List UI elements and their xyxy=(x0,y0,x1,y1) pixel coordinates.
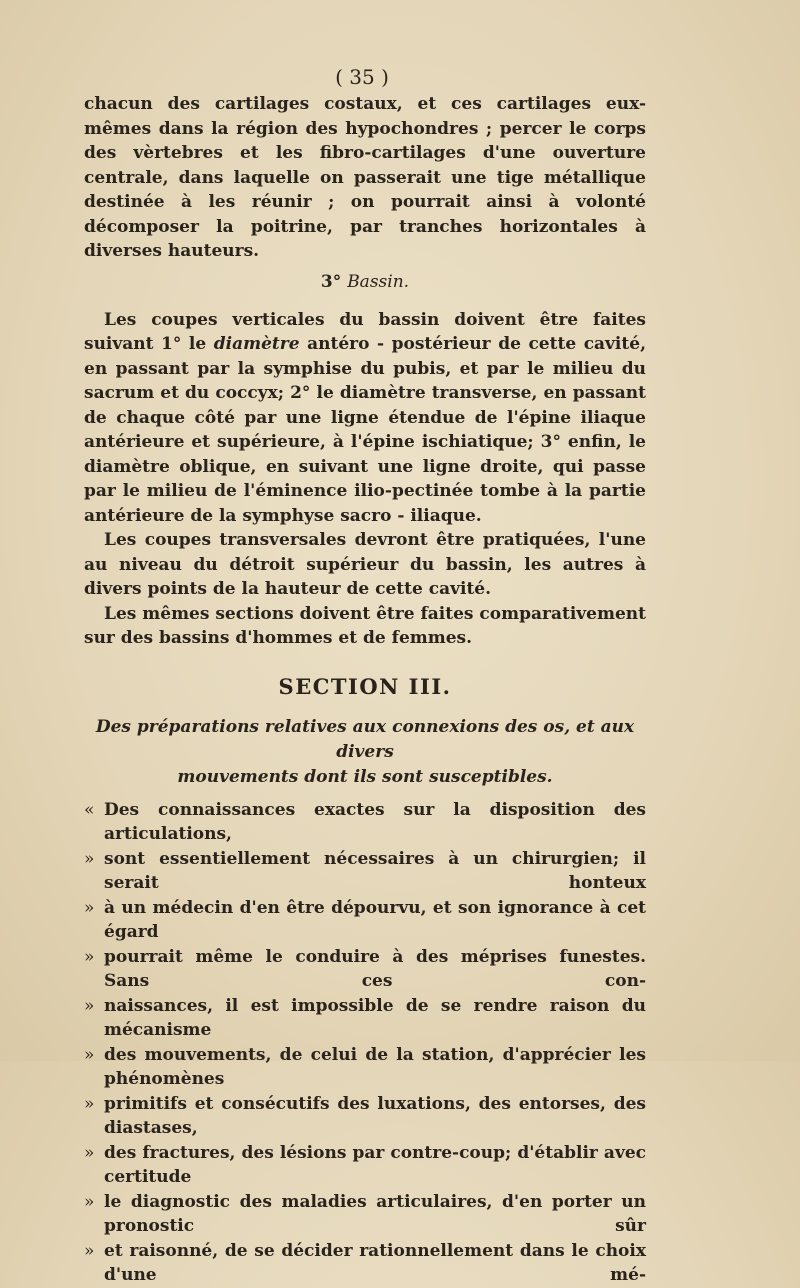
quote-line xyxy=(84,1043,646,1092)
quote-mark: » xyxy=(84,1191,95,1212)
quote-line xyxy=(84,945,646,994)
section-subtitle-line-1: Des préparations relatives aux connexions des os, et aux divers xyxy=(95,716,635,762)
open-quote-mark: « xyxy=(84,799,95,820)
subheading-bassin xyxy=(84,270,646,294)
quote-line xyxy=(84,994,646,1043)
quote-mark: » xyxy=(84,946,95,967)
quote-line-text: des mouvements, de celui de la station, d'apprécier les phénomènes xyxy=(104,1044,646,1089)
paragraph-thorax: chacun des cartilages costaux, et ces cartilages eux-mêmes dans la région des hypochondres ; percer le corps des vèrtebres et les fibro-cartilages d'une ouverture centrale, dans laquelle on passerait une tige métallique destinée à les réunir ; on pourrait ainsi à volonté décomposer la poitrine, par tranches horizontales à diverses hauteurs. xyxy=(84,94,646,261)
quote-mark: » xyxy=(84,995,95,1016)
para2-italic: diamètre xyxy=(213,334,300,354)
quote-line xyxy=(84,798,646,847)
paragraph-coupes-verticales xyxy=(84,308,646,529)
paragraph-memes-sections: Les mêmes sections doivent être faites comparativement sur des bassins d'hommes et de femmes. xyxy=(84,603,646,648)
quote-mark: » xyxy=(84,1044,95,1065)
quote-line-text: pourrait même le conduire à des méprises funestes. Sans ces con- xyxy=(104,946,646,991)
quote-line xyxy=(84,1190,646,1239)
quote-line-text: primitifs et consécutifs des luxations, des entorses, des diastases, xyxy=(104,1093,646,1138)
quote-mark: » xyxy=(84,1093,95,1114)
quotation-block xyxy=(84,798,646,1288)
quote-line-text: à un médecin d'en être dépourvu, et son ignorance à cet égard xyxy=(104,897,646,942)
quote-line-text: naissances, il est impossible de se rendre raison du mécanisme xyxy=(104,995,646,1040)
quote-mark: » xyxy=(84,1240,95,1261)
subheading-title: Bassin. xyxy=(347,271,410,292)
para2-after: antéro - postérieur de cette cavité, en passant par la symphise du pubis, et par le milieu du sacrum et du coccyx; 2° le diamètre transverse, en passant de chaque côté par une ligne étendue de l'épine iliaque antérieure et supérieure, à l'épine ischiatique; 3° enfin, le diamètre oblique, en suivant une ligne droite, qui passe par le milieu de l'éminence ilio-pectinée tombe à la partie antérieure de la symphyse sacro - iliaque. xyxy=(84,334,646,526)
quote-line-text: des fractures, des lésions par contre-coup; d'établir avec certitude xyxy=(104,1142,646,1187)
quote-line xyxy=(84,1092,646,1141)
quote-line xyxy=(84,896,646,945)
book-page xyxy=(84,62,646,1288)
subheading-number: 3° xyxy=(320,271,342,292)
quote-mark: » xyxy=(84,1142,95,1163)
quote-mark: » xyxy=(84,848,95,869)
section-subtitle-line-2: mouvements dont ils sont susceptibles. xyxy=(177,766,553,787)
paragraph-coupes-transversales: Les coupes transversales devront être pratiquées, l'une au niveau du détroit supérieur du bassin, les autres à divers points de la hauteur de cette cavité. xyxy=(84,530,646,599)
quote-line-text: Des connaissances exactes sur la disposition des articulations, xyxy=(104,799,646,844)
section-title: SECTION III. xyxy=(278,673,452,699)
quote-line-text: sont essentiellement nécessaires à un chirurgien; il serait honteux xyxy=(104,848,646,893)
page-number: ( 35 ) xyxy=(335,65,389,89)
section-subtitle xyxy=(84,715,646,790)
quote-mark: » xyxy=(84,897,95,918)
para2-before: Les coupes verticales du bassin doivent être faites suivant 1° le xyxy=(84,309,646,354)
quote-line-text: le diagnostic des maladies articulaires, d'en porter un pronostic sûr xyxy=(104,1191,646,1236)
quote-line xyxy=(84,847,646,896)
quote-line xyxy=(84,1239,646,1288)
quote-line xyxy=(84,1141,646,1190)
quote-line-text: et raisonné, de se décider rationnellement dans le choix d'une mé- xyxy=(104,1240,646,1285)
